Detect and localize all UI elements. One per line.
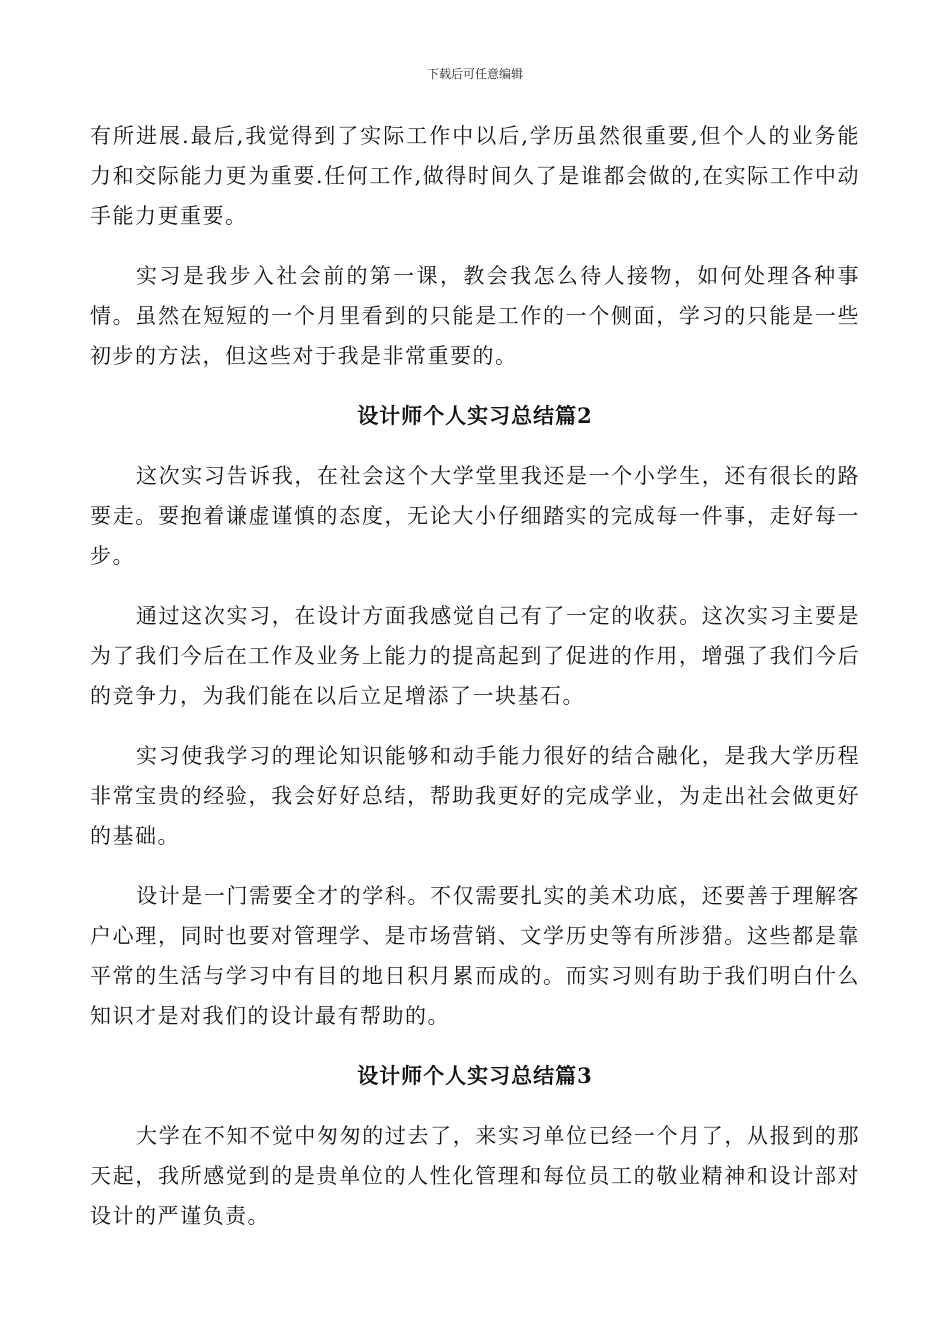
paragraph: 有所进展.最后,我觉得到了实际工作中以后,学历虽然很重要,但个人的业务能力和交际能力更为重要.任何工作,做得时间久了是谁都会做的,在实际工作中动手能力更重要。 <box>90 124 860 228</box>
section-heading: 设计师个人实习总结篇2 <box>357 403 593 428</box>
paragraph: 这次实习告诉我，在社会这个大学堂里我还是一个小学生，还有很长的路要走。要抱着谦虚谨慎的态度，无论大小仔细踏实的完成每一件事，走好每一步。 <box>90 464 860 568</box>
section-heading: 设计师个人实习总结篇3 <box>357 1063 593 1088</box>
document-body <box>90 116 860 1256</box>
paragraph: 实习使我学习的理论知识能够和动手能力很好的结合融化，是我大学历程非常宝贵的经验，我会好好总结，帮助我更好的完成学业，为走出社会做更好的基础。 <box>90 744 860 848</box>
page-header-note: 下载后可任意编辑 <box>426 67 523 81</box>
paragraph: 实习是我步入社会前的第一课，教会我怎么待人接物，如何处理各种事情。虽然在短短的一个月里看到的只能是工作的一个侧面，学习的只能是一些初步的方法，但这些对于我是非常重要的。 <box>90 264 860 368</box>
paragraph: 通过这次实习，在设计方面我感觉自己有了一定的收获。这次实习主要是为了我们今后在工作及业务上能力的提高起到了促进的作用，增强了我们今后的竞争力，为我们能在以后立足增添了一块基石。 <box>90 604 860 708</box>
paragraph: 设计是一门需要全才的学科。不仅需要扎实的美术功底，还要善于理解客户心理，同时也要对管理学、是市场营销、文学历史等有所涉猎。这些都是靠平常的生活与学习中有目的地日积月累而成的。而实习则有助于我们明白什么知识才是对我们的设计最有帮助的。 <box>90 884 860 1028</box>
paragraph: 大学在不知不觉中匆匆的过去了，来实习单位已经一个月了，从报到的那天起，我所感觉到的是贵单位的人性化管理和每位员工的敬业精神和设计部对设计的严谨负责。 <box>90 1124 860 1228</box>
